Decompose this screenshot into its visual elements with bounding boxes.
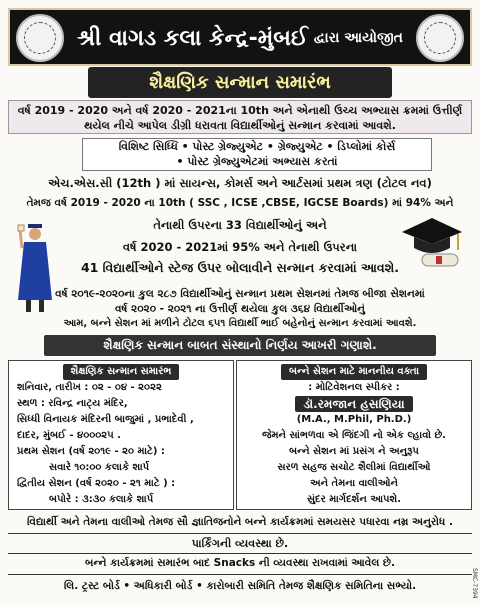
organization-name: શ્રી વાગડ કલા કેન્દ્ર-મુંબઈ: [77, 25, 308, 51]
venue-line-1: સ્થળ : રવિન્દ્ર નાટ્ય મંદિર,: [17, 398, 128, 409]
parking-text: પાર્કિંગની વ્યવસ્થા છે.: [191, 537, 289, 550]
venue-line-3: દાદર, મુંબઈ - ૪૦૦૦૨૫ .: [17, 430, 121, 441]
header-bar: [8, 8, 472, 66]
signoff-text: લિ. ટ્રસ્ટ બોર્ડ • અધિકારી બોર્ડ • કારોબારી સમિતિ તેમજ શૈક્ષણિક સમિતિના સભ્યો.: [63, 580, 417, 592]
categories-line-2: • પોસ્ટ ગ્રેજ્યુએટમાં અભ્યાસ કરતાં: [176, 155, 338, 168]
print-code: SMC-7394: [471, 568, 478, 599]
criteria-line: વર્ષ 2020 - 2021માં 95% અને તેનાથી ઉપરના: [122, 240, 358, 254]
criteria-line: તેમજ વર્ષ 2019 - 2020 ના 10th ( SSC , ICSE ,CBSE, IGCSE Boards) માં 94% અને: [26, 197, 454, 209]
event-title: શૈક્ષણિક સન્માન સમારંભ: [88, 67, 392, 98]
speaker-line-5: સુંદર માર્ગદર્શન આપશે.: [306, 494, 402, 505]
summary-line: વર્ષ ૨૦૨૦ - ૨૦૨૧ ના ઉત્તીર્ણ થયેલા કુલ ૩૬૪ વિદ્યાર્થીઓનું: [114, 303, 365, 315]
session-2-label: દ્વિતીય સેશન (વર્ષ ૨૦૨૦ - ૨૧ માટે ) :: [17, 478, 176, 489]
organization-logo-left: [16, 14, 64, 62]
speaker-heading: બન્ને સેશન માટે માનનીય વક્તા: [281, 364, 427, 380]
session-1-label: પ્રથમ સેશન (વર્ષ ૨૦૧૯ - ૨૦ માટે) :: [17, 446, 165, 457]
session-1-time: સવારે ૧૦:૦૦ કલાકે શાર્પ: [49, 462, 150, 473]
divider: [8, 553, 472, 554]
snacks-text: બન્ને કાર્યક્રમમાં સમારંભ બાદ Snacks ની વ્યવસ્થા રાખવામાં આવેલ છે.: [84, 557, 396, 569]
categories-box: [82, 138, 432, 171]
categories-line-1: વિશિષ્ટ સિધ્ધિ • પોસ્ટ ગ્રેજ્યુએટ • ગ્રેજ્યુએટ • ડિપ્લોમાં કોર્સ: [118, 140, 396, 153]
speaker-line-2: બન્ને સેશન માં પ્રસંગ ને અનુરૂપ: [289, 446, 419, 457]
speaker-role: : મોટિવેશનલ સ્પીકર :: [308, 382, 400, 393]
speaker-line-3: સરળ સહજ સચોટ શૈલીમાં વિદ્યાર્થીઓ: [277, 462, 431, 473]
intro-box: [8, 100, 472, 134]
criteria-line: એચ.એસ.સી (12th ) માં સાયન્સ, કોમર્સ અને આર્ટસમાં પ્રથમ ત્રણ (ટોટલ નવ): [48, 176, 432, 190]
schedule-box: [8, 360, 234, 510]
schedule-heading: શૈક્ષણિક સન્માન સમારંભ: [63, 364, 180, 380]
organized-by-text: દ્વારા આયોજીત: [313, 30, 403, 46]
organization-logo-right: [416, 14, 464, 62]
intro-line-2: થયેલ નીચે આપેલ ડીગ્રી ધરાવતા વિદ્યાર્થીઓનું સન્માન કરવામાં આવશે.: [84, 119, 396, 132]
graduation-cap-icon: [400, 214, 464, 272]
intro-line-1: વર્ષ 2019 - 2020 અને વર્ષ 2020 - 2021ના 10th અને એનાથી ઉચ્ચ અભ્યાસ ક્રમમાં ઉત્તીર્ણ: [17, 104, 463, 117]
criteria-line: 41 વિદ્યાર્થીઓને સ્ટેજ ઉપર બોલાવીને સન્માન કરવામાં આવશે.: [80, 260, 400, 275]
speaker-name: ડૉ.રમજાન હસણિયા: [295, 396, 412, 412]
event-date: શનિવાર, તારીખ : ૦૨ - ૦૪ - ૨૦૨૨: [17, 382, 162, 393]
speaker-line-4: અને તેમના વાલીઓને: [310, 478, 398, 489]
session-2-time: બપોરે : ૩:૩૦ કલાકે શાર્પ: [49, 494, 154, 505]
speaker-degrees: (M.A., M.Phil, Ph.D.): [296, 414, 412, 425]
divider: [8, 533, 472, 534]
criteria-line: તેનાથી ઉપરના 33 વિદ્યાર્થીઓનું અને: [153, 218, 327, 232]
venue-line-2: સિધ્ધી વિનાયક મંદિરની બાજુમાં , પ્રભાદેવી ,: [17, 414, 194, 425]
speaker-box: [236, 360, 472, 510]
summary-line: વર્ષ ૨૦૧૯-૨૦૨૦ના કુલ ૨૮૭ વિદ્યાર્થીઓનું સન્માન પ્રથમ સેશનમાં તેમજ બીજા સેશનમાં: [55, 288, 425, 300]
divider: [8, 574, 472, 575]
invite-text: વિદ્યાર્થી અને તેમના વાલીઓ તેમજ સૌ જ્ઞાતિજનોને બન્ને કાર્યક્રમમાં સમયસર પધારવા નમ્ર અનુરોધ .: [27, 516, 453, 528]
decision-banner: શૈક્ષણિક સન્માન બાબત સંસ્થાનો નિર્ણય આખરી ગણાશે.: [44, 335, 436, 356]
speaker-line-1: જેમને સાંભળવા એ જિંદગી નો એક લ્હાવો છે.: [262, 430, 446, 441]
header-title: [77, 17, 403, 59]
summary-line: આમ, બન્ને સેશન માં મળીને ટોટલ ૬૫૧ વિદ્યાર્થી ભાઈ બહેનોનું સન્માન કરવામાં આવશે.: [63, 318, 417, 329]
